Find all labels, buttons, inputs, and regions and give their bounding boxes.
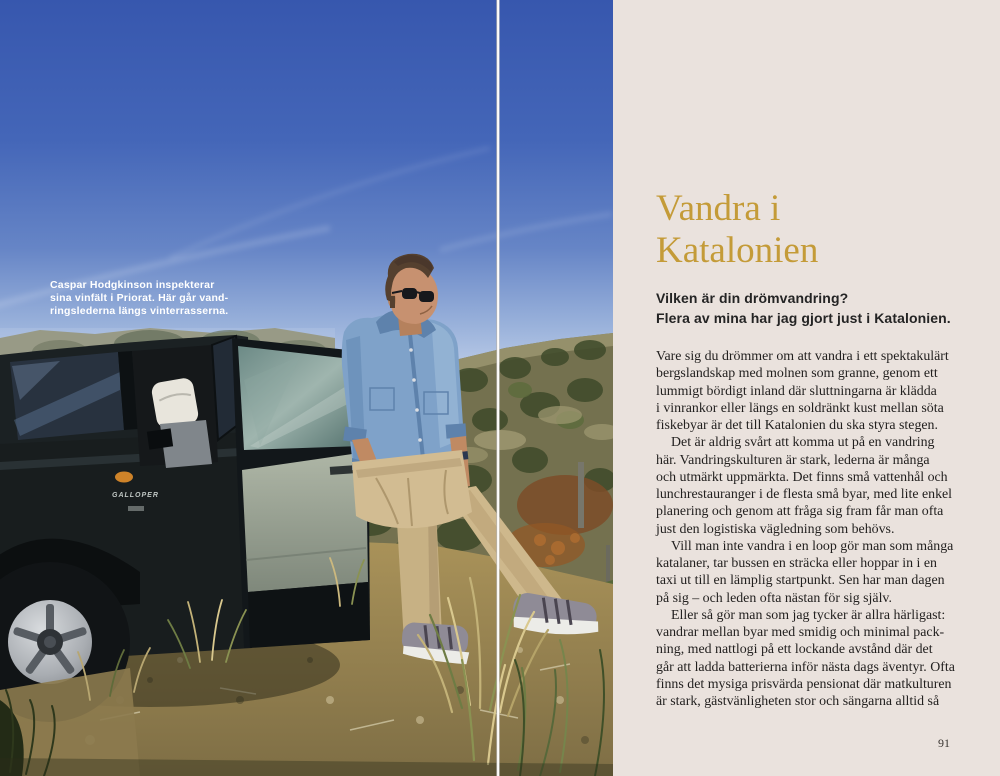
intro-line: Flera av mina har jag gjort just i Katalonien. — [656, 310, 951, 326]
article-body-line: är stark, gästvänligheten stor och sängarna alltid så — [656, 694, 940, 709]
article-body-line: Eller så gör man som jag tycker är allra härligast: — [671, 607, 946, 623]
galloper-badge: GALLOPER — [112, 492, 159, 499]
page-gutter-fold — [496, 0, 500, 776]
indicator-light — [115, 472, 133, 483]
article-body-line: lummigt bördigt inland där sluttningarna är klädda — [656, 383, 937, 399]
article-body-line: Vare sig du drömmer om att vandra i ett spektakulärt — [656, 349, 949, 364]
article-title — [656, 188, 818, 272]
article-body-line: lunchrestauranger i de flesta små byar, med lite enkel — [656, 487, 953, 502]
article-body-line: i vinrankor eller längs en soldränkt kust mellan söta — [656, 400, 944, 416]
pants-hips — [352, 450, 472, 528]
title-line: Katalonien — [656, 230, 819, 271]
caption-line: Caspar Hodgkinson inspekterar — [50, 279, 215, 291]
article-body-line: vandrar mellan byar med smidig och minimal pack- — [656, 625, 945, 640]
photo-caption — [50, 279, 228, 317]
article-body-line: går att ladda batterierna inför nästa dags äventyr. Ofta — [656, 659, 955, 675]
title-line: Vandra i — [656, 188, 781, 229]
article-body-line: just den logistiska vägledning som behövs. — [656, 521, 895, 537]
article-body-line: katalaner, tar bussen en sträcka eller hoppar in i en — [656, 556, 937, 571]
article-body — [656, 348, 990, 710]
article-body-line: ning, med nattlogi på ett lockande avstånd där det — [656, 642, 933, 658]
side-mirror — [147, 428, 173, 449]
article-body-line: bergslandskap med molnen som granne, genom ett — [656, 366, 938, 382]
page-number: 91 — [938, 736, 950, 750]
article-intro — [656, 288, 951, 328]
article-body-line: planering och genom att fråga sig fram får man ofta — [656, 504, 944, 520]
caption-line: sina vinfält i Priorat. Här går vand- — [50, 291, 229, 304]
caption-line: ringslederna längs vinterrasserna. — [50, 304, 229, 317]
article-body-line: på sig – och leden ofta nästan för sig själv. — [656, 590, 892, 606]
article-body-line: Vill man inte vandra i en loop gör man som många — [671, 538, 954, 554]
intro-line: Vilken är din drömvandring? — [656, 290, 849, 306]
article-body-line: här. Vandringskulturen är stark, lederna är många — [656, 452, 930, 468]
article-body-line: och utmärkt uppmärkta. Det finns små vattenhål och — [656, 469, 948, 485]
article-body-line: taxi ut till en lämplig startpunkt. Sen har man dagen — [656, 573, 945, 589]
article-right-page — [613, 0, 1000, 776]
article-body-line: finns det mysiga prisvärda pensionat där matkulturen — [656, 676, 952, 692]
article-body-line: fiskebyar är det till Katalonien du ska styra stegen. — [656, 418, 938, 433]
article-body-line: Det är aldrig svårt att komma ut på en vandring — [671, 435, 935, 451]
